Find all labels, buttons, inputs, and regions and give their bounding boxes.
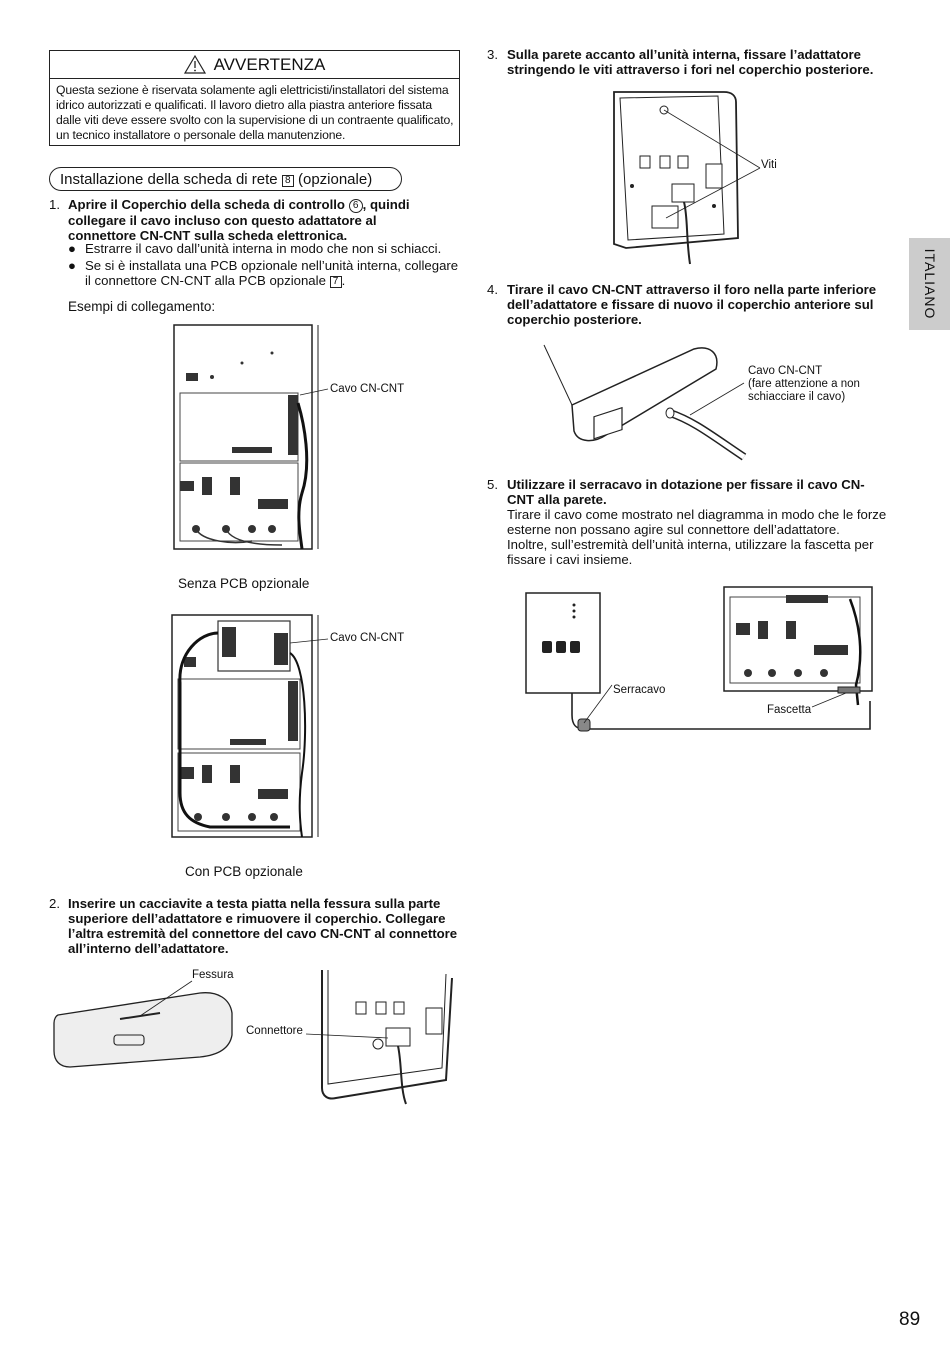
label-band: Fascetta [767, 704, 812, 716]
step4-text [507, 282, 907, 327]
step2-line: superiore dell’adattatore e rimuovere il coperchio. Collegare [68, 911, 446, 926]
section-box-number: 8 [282, 175, 294, 187]
step3-text [507, 47, 907, 77]
section-title [49, 167, 402, 191]
figure2-label: Cavo CN-CNT [330, 632, 405, 644]
bullet-dot: ● [68, 258, 76, 273]
label-screws: Viti [761, 159, 777, 171]
step1-bullet2 [85, 258, 475, 288]
examples-label: Esempi di collegamento: [68, 299, 216, 314]
figure1-label: Cavo CN-CNT [330, 383, 405, 395]
step3-number: 3. [487, 47, 498, 62]
step1-line: , quindi [362, 197, 410, 212]
adapter-open-diagram [306, 968, 462, 1106]
step2-line: Inserire un cacciavite a testa piatta nella fessura sulla parte [68, 896, 441, 911]
step5-text [507, 477, 917, 567]
warning-line: un tecnico installatore o personale della manutenzione. [56, 128, 346, 142]
step5-line: Utilizzare il serracavo in dotazione per fissare il cavo CN- [507, 477, 865, 492]
label-cable-line: Cavo CN-CNT [748, 365, 823, 377]
step1-bullet2-line: il connettore CN-CNT alla PCB opzionale [85, 273, 326, 288]
step5-line: Tirare il cavo come mostrato nel diagramma in modo che le forze [507, 507, 887, 522]
section-title-text: Installazione della scheda di rete [60, 171, 278, 188]
figure1-caption: Senza PCB opzionale [178, 576, 310, 591]
step1-bullet2-line: . [341, 273, 346, 288]
label-clamp: Serracavo [613, 684, 666, 696]
warning-line: Questa sezione è riservata solamente agli elettricisti/installatori del sistema [56, 83, 449, 97]
step1-bullet2-line: Se si è installata una PCB opzionale nell’unità interna, collegare [85, 258, 459, 273]
adapter-cable-diagram [544, 345, 750, 460]
figure2-caption: Con PCB opzionale [185, 864, 303, 879]
cable-routing-diagram [520, 585, 890, 735]
label-cable [748, 365, 860, 404]
step2-line: l’altra estremità del connettore del cavo CN-CNT al connettore [68, 926, 458, 941]
step4-line: dell’adattatore e fissare di nuovo il coperchio anteriore sul [507, 297, 874, 312]
step5-line: esterne non possano agire sul connettore dell’adattatore. [507, 522, 840, 537]
warning-line: idrico autorizzati e qualificati. Il lavoro dietro alla piastra anteriore fissata [56, 98, 433, 112]
step5-line: CNT alla parete. [507, 492, 607, 507]
step2-number: 2. [49, 896, 60, 911]
step3-line: Sulla parete accanto all’unità interna, fissare l’adattatore [507, 47, 861, 62]
board-diagram-without-pcb [172, 323, 332, 551]
warning-line: dalle viti deve essere svolto con la supervisione di un contraente qualificato, [56, 113, 454, 127]
step3-line: stringendo le viti attraverso i fori nel coperchio posteriore. [507, 62, 874, 77]
label-slot: Fessura [192, 969, 234, 981]
bullet2-box-number: 7 [330, 276, 342, 288]
step1-number: 1. [49, 197, 60, 212]
language-tab-label: ITALIANO [921, 248, 938, 320]
language-side-tab [909, 238, 950, 330]
label-cable-line: schiacciare il cavo) [748, 391, 846, 403]
step1-line: connettore CN-CNT sulla scheda elettronica. [68, 228, 348, 243]
step1-line: collegare il cavo incluso con questo adattatore al [68, 213, 377, 228]
step2-text [68, 896, 468, 956]
page-number: 89 [899, 1309, 921, 1330]
step1-text [68, 197, 458, 243]
step5-line: Inoltre, sull’estremità dell’unità interna, utilizzare la fascetta per [507, 537, 874, 552]
step4-line: coperchio posteriore. [507, 312, 642, 327]
step1-circle-number: 6 [349, 199, 363, 213]
warning-text [50, 79, 459, 143]
bullet-dot: ● [68, 241, 76, 256]
step1-line: Aprire il Coperchio della scheda di controllo [68, 197, 345, 212]
step5-line: fissare i cavi insieme. [507, 552, 633, 567]
label-cable-line: (fare attenzione a non [748, 378, 860, 390]
step4-number: 4. [487, 282, 498, 297]
label-connector: Connettore [246, 1025, 303, 1037]
warning-triangle-icon [184, 55, 206, 74]
warning-box [49, 50, 460, 146]
board-diagram-with-pcb [170, 613, 330, 839]
adapter-cover-diagram [50, 985, 235, 1070]
section-title-suffix: (opzionale) [297, 171, 373, 188]
adapter-wall-mount-diagram [606, 88, 766, 266]
step1-bullet1: Estrarre il cavo dall’unità interna in modo che non si schiacci. [85, 241, 442, 256]
step2-line: all’interno dell’adattatore. [68, 941, 229, 956]
warning-title: AVVERTENZA [213, 54, 326, 74]
step4-line: Tirare il cavo CN-CNT attraverso il foro nella parte inferiore [507, 282, 877, 297]
warning-header [50, 51, 459, 79]
step5-number: 5. [487, 477, 498, 492]
